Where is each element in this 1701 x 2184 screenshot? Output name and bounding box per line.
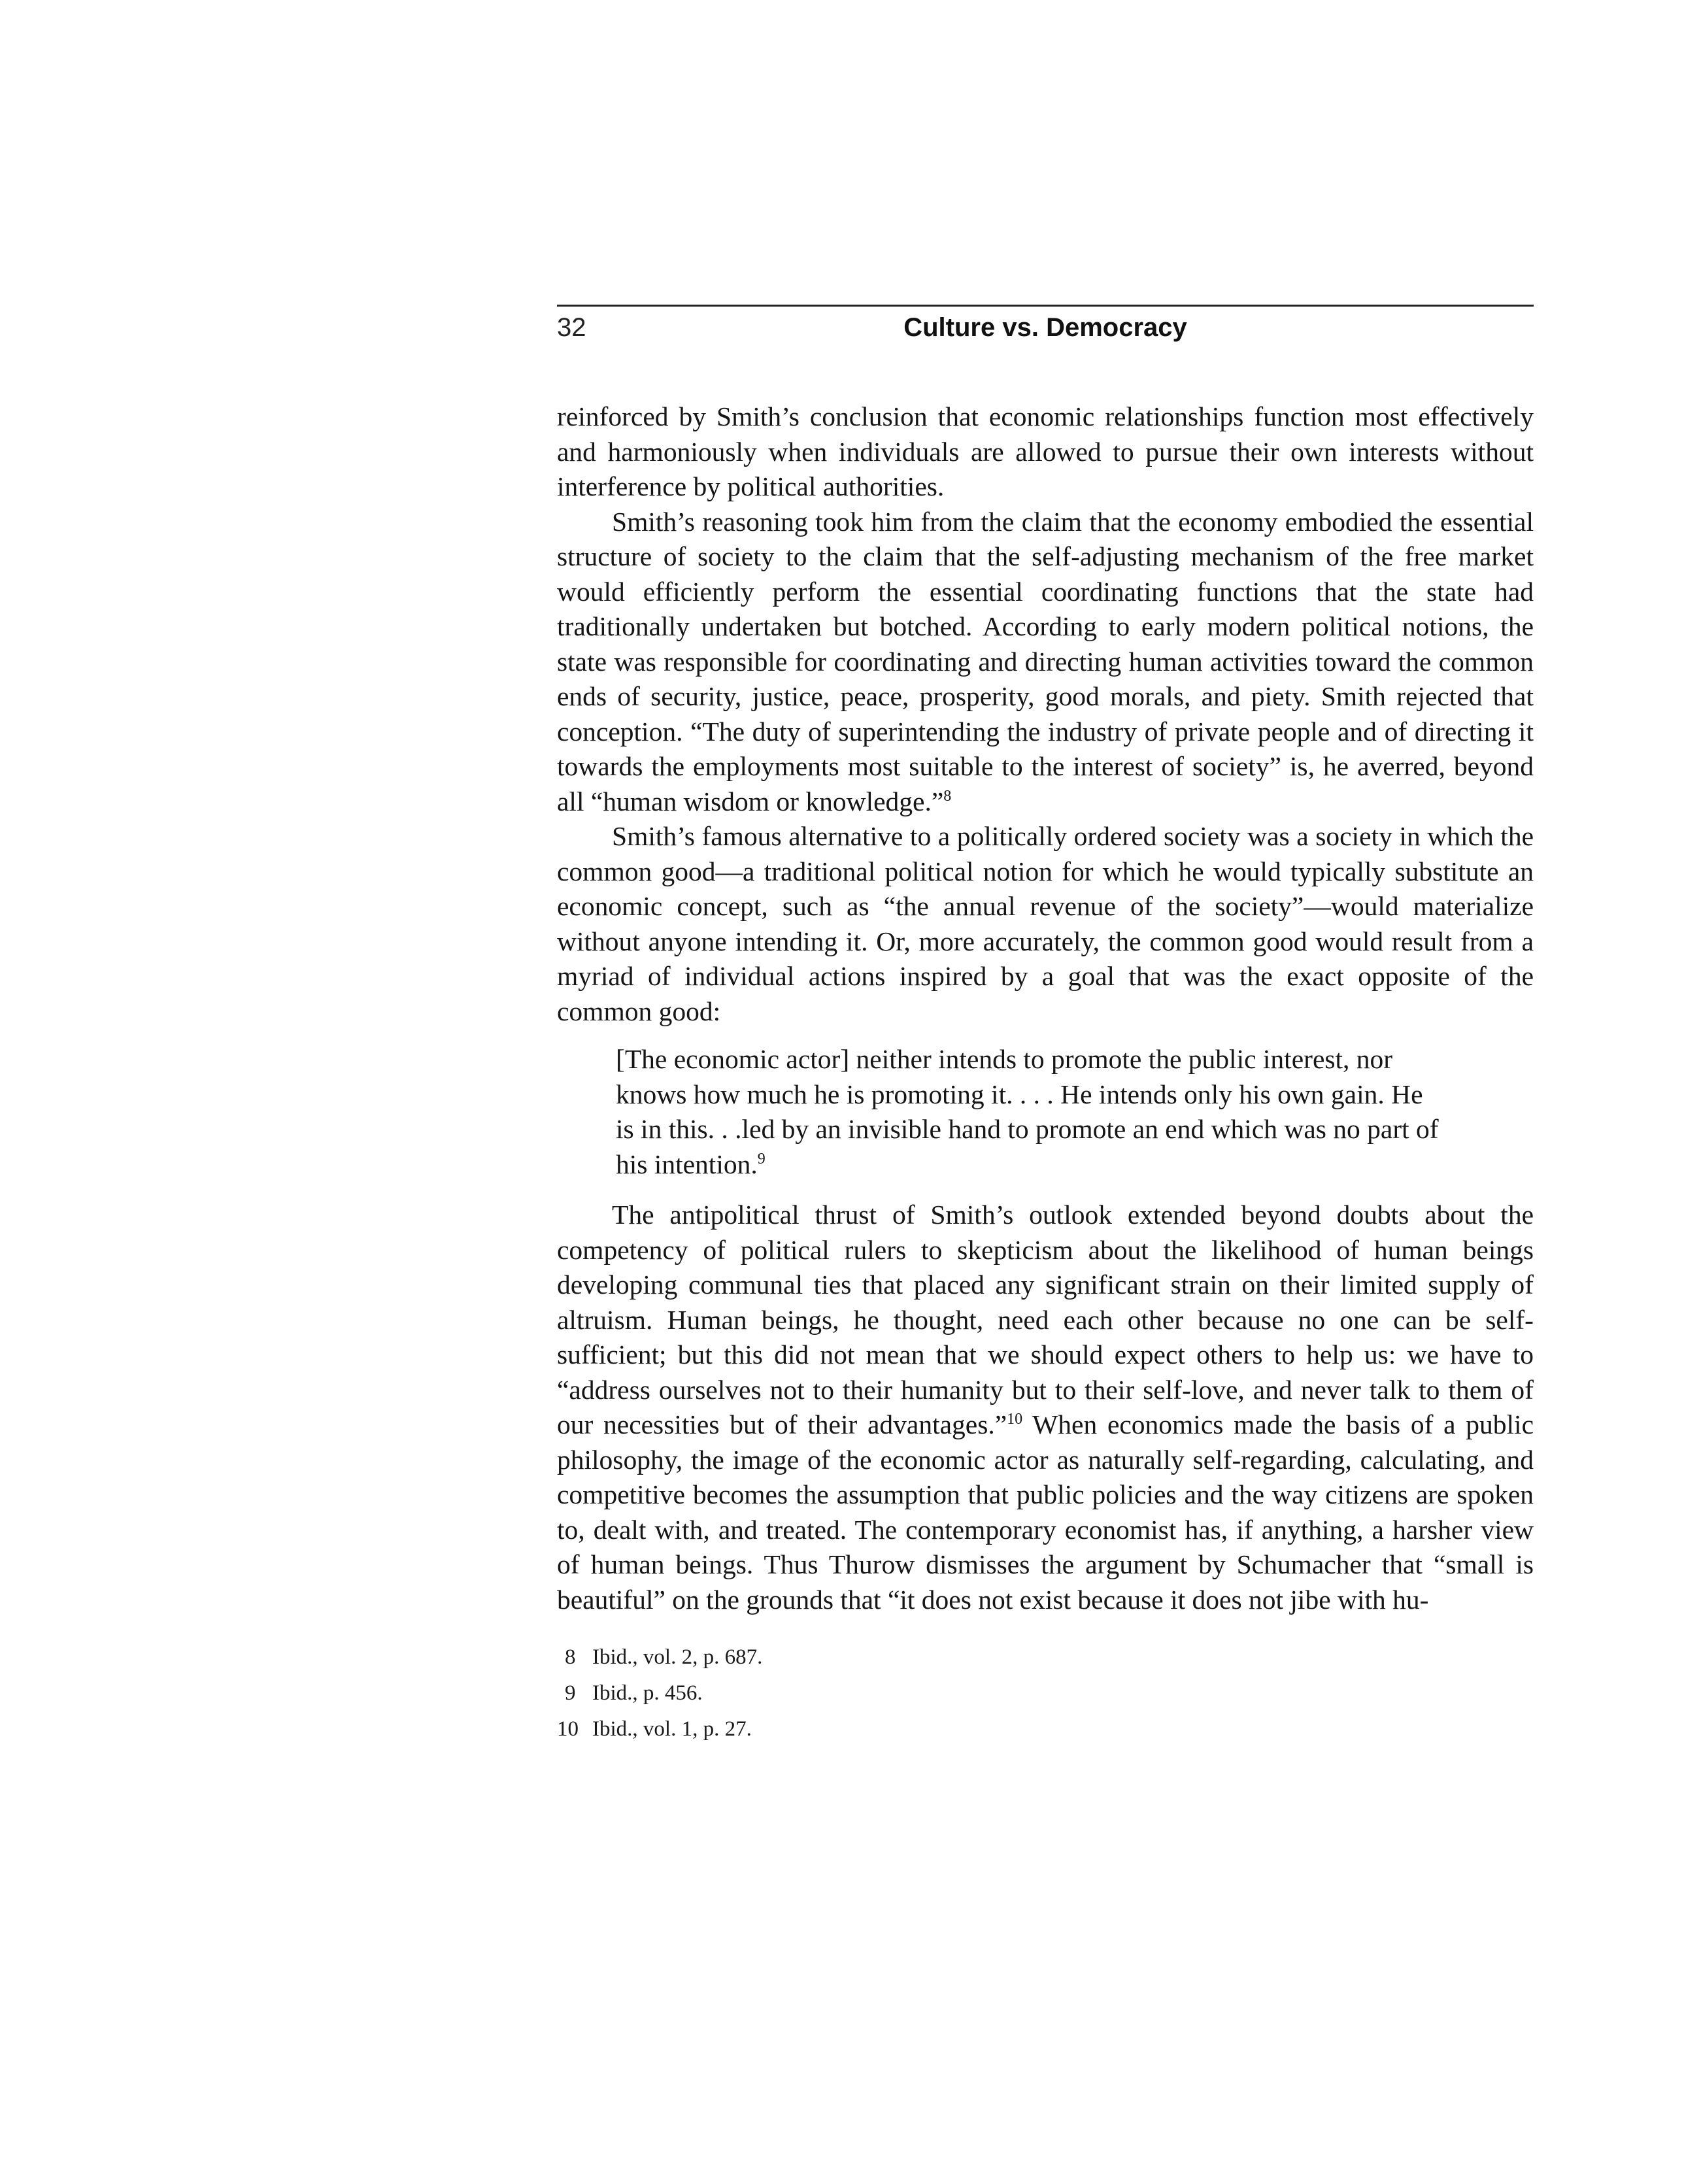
note-ref-9: 9 [757,1150,766,1168]
running-title: Culture vs. Democracy [903,313,1187,342]
footnotes [557,1639,1534,1747]
note-ref-8: 8 [943,787,952,805]
paragraph-1 [557,399,1534,505]
paragraph-3 [557,819,1534,1029]
paragraph-1-text: reinforced by Smith’s conclusion that economic relationships function most effectively and harmoniously when individuals are allowed to pursue their own interests without interference by political authorities. [557,401,1534,501]
footnote-text: Ibid., p. 456. [592,1681,703,1705]
paragraph-2 [557,505,1534,820]
paragraph-4-text-a: The antipolitical thrust of Smith’s outlook extended beyond doubts about the competency of political rulers to skepticism about the likelihood of human beings developing communal ties that placed any significant strain on their limited supply of altruism. Human beings, he thought, need each other because no one can be self-sufficient; but this did not mean that we should expect others to help us: we have to “address ourselves not to their humanity but to their self-love, and never talk to them of our necessities but of their advantages.” [557,1200,1534,1439]
note-ref-10: 10 [1007,1411,1023,1428]
paragraph-4 [557,1198,1534,1617]
body-text [557,399,1534,1617]
footnote-text: Ibid., vol. 1, p. 27. [592,1717,752,1741]
footnote-9 [557,1675,1534,1711]
paragraph-2-text: Smith’s reasoning took him from the claim that the economy embodied the essential structure of society to the claim that the self-adjusting mechanism of the free market would efficiently perform the essential coordinating functions that the state had traditionally undertaken but botched. According to early modern political notions, the state was responsible for coordinating and directing human activities toward the common ends of security, justice, peace, prosperity, good morals, and piety. Smith rejected that conception. “The duty of superintending the industry of private people and of directing it towards the employments most suitable to the interest of society” is, he averred, beyond all “human wisdom or knowledge.” [557,506,1534,816]
page-number: 32 [557,313,586,342]
book-page [557,305,1534,1747]
paragraph-3-text: Smith’s famous alternative to a politically ordered society was a society in which the common good—a traditional political notion for which he would typically substitute an economic concept, such as “the annual revenue of the society”—would materialize without anyone intending it. Or, more accurately, the common good would result from a myriad of individual actions inspired by a goal that was the exact opposite of the common good: [557,821,1534,1026]
block-quote-text: [The economic actor] neither intends to promote the public interest, nor knows how much he is promoting it. . . . He intends only his own gain. He is in this. . .led by an invisible hand to promote an end which was no part of his intention. [616,1044,1439,1179]
block-quote [616,1042,1445,1182]
footnote-number: 8 [565,1645,576,1669]
footnote-10 [557,1711,1534,1747]
footnote-number: 10 [557,1717,579,1741]
running-header [557,305,1534,348]
footnote-text: Ibid., vol. 2, p. 687. [592,1645,763,1669]
paragraph-4-text-b: When economics made the basis of a public philosophy, the image of the economic actor as naturally self-regarding, calculating, and competitive becomes the assumption that public policies and the way citizens are spoken to, dealt with, and treated. The contemporary economist has, if anything, a harsher view of human beings. Thus Thurow dismisses the argument by Schumacher that “small is beautiful” on the grounds that “it does not exist because it does not jibe with hu- [557,1409,1534,1615]
footnote-8 [557,1639,1534,1675]
footnote-number: 9 [565,1681,576,1705]
